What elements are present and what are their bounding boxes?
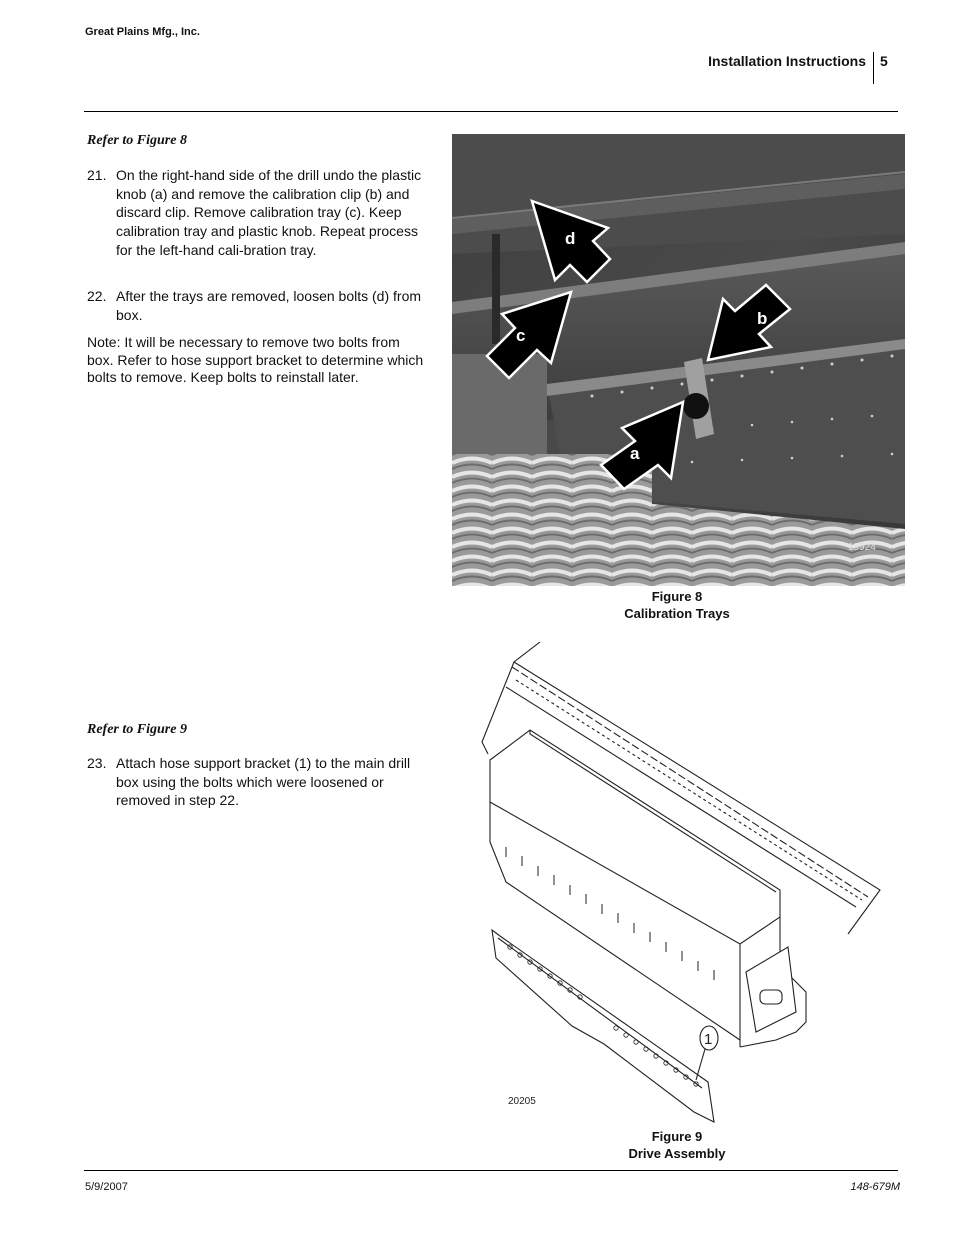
header-divider (873, 52, 874, 84)
figure8-photo (452, 134, 905, 586)
step-text: On the right-hand side of the drill undo the plastic knob (a) and remove the calibration clip (b) and discard clip. Remove calibration tray (c). Keep calibration tray and plastic knob. Repeat process for the left-hand cali-bration tray. (116, 167, 422, 258)
step-text: Attach hose support bracket (1) to the main drill box using the bolts which were loosened or removed in step 22. (116, 755, 411, 809)
figure8-caption-number: Figure 8 (651, 589, 703, 604)
drive-assembly-drawing (476, 642, 890, 1124)
calibration-trays-photo (452, 134, 905, 586)
header-rule (84, 111, 898, 112)
figure8-caption (585, 588, 769, 622)
figure9-image-number: 20205 (508, 1096, 536, 1107)
figure9-reference: Refer to Figure 9 (87, 722, 187, 737)
footer-rule (84, 1170, 898, 1171)
callout-c: c (516, 326, 526, 345)
figure9-drawing (476, 642, 890, 1124)
callout-d: d (565, 229, 576, 248)
step-number: 23. (87, 755, 107, 771)
figure9-caption-number: Figure 9 (651, 1129, 703, 1144)
callout-a: a (630, 444, 640, 463)
step-number: 22. (87, 288, 107, 304)
footer-doc-number: 148-679M (850, 1181, 900, 1193)
page-number: 5 (880, 53, 888, 69)
figure9-caption (585, 1128, 769, 1162)
step-number: 21. (87, 167, 107, 183)
footer-date: 5/9/2007 (85, 1181, 128, 1193)
note-text: Note: It will be necessary to remove two bolts from box. Refer to hose support bracket to determine which bolts to remove. Keep bolts to reinstall later. (87, 334, 424, 385)
company-name: Great Plains Mfg., Inc. (85, 26, 200, 38)
figure8-image-number: 19924 (848, 542, 876, 553)
figure8-reference: Refer to Figure 8 (87, 133, 187, 148)
figure9-caption-title: Drive Assembly (628, 1146, 726, 1161)
figure8-caption-title: Calibration Trays (624, 606, 730, 621)
callout-1: 1 (704, 1031, 713, 1048)
step-text: After the trays are removed, loosen bolts (d) from box. (116, 288, 422, 323)
section-title: Installation Instructions (708, 53, 866, 69)
callout-b: b (757, 309, 768, 328)
